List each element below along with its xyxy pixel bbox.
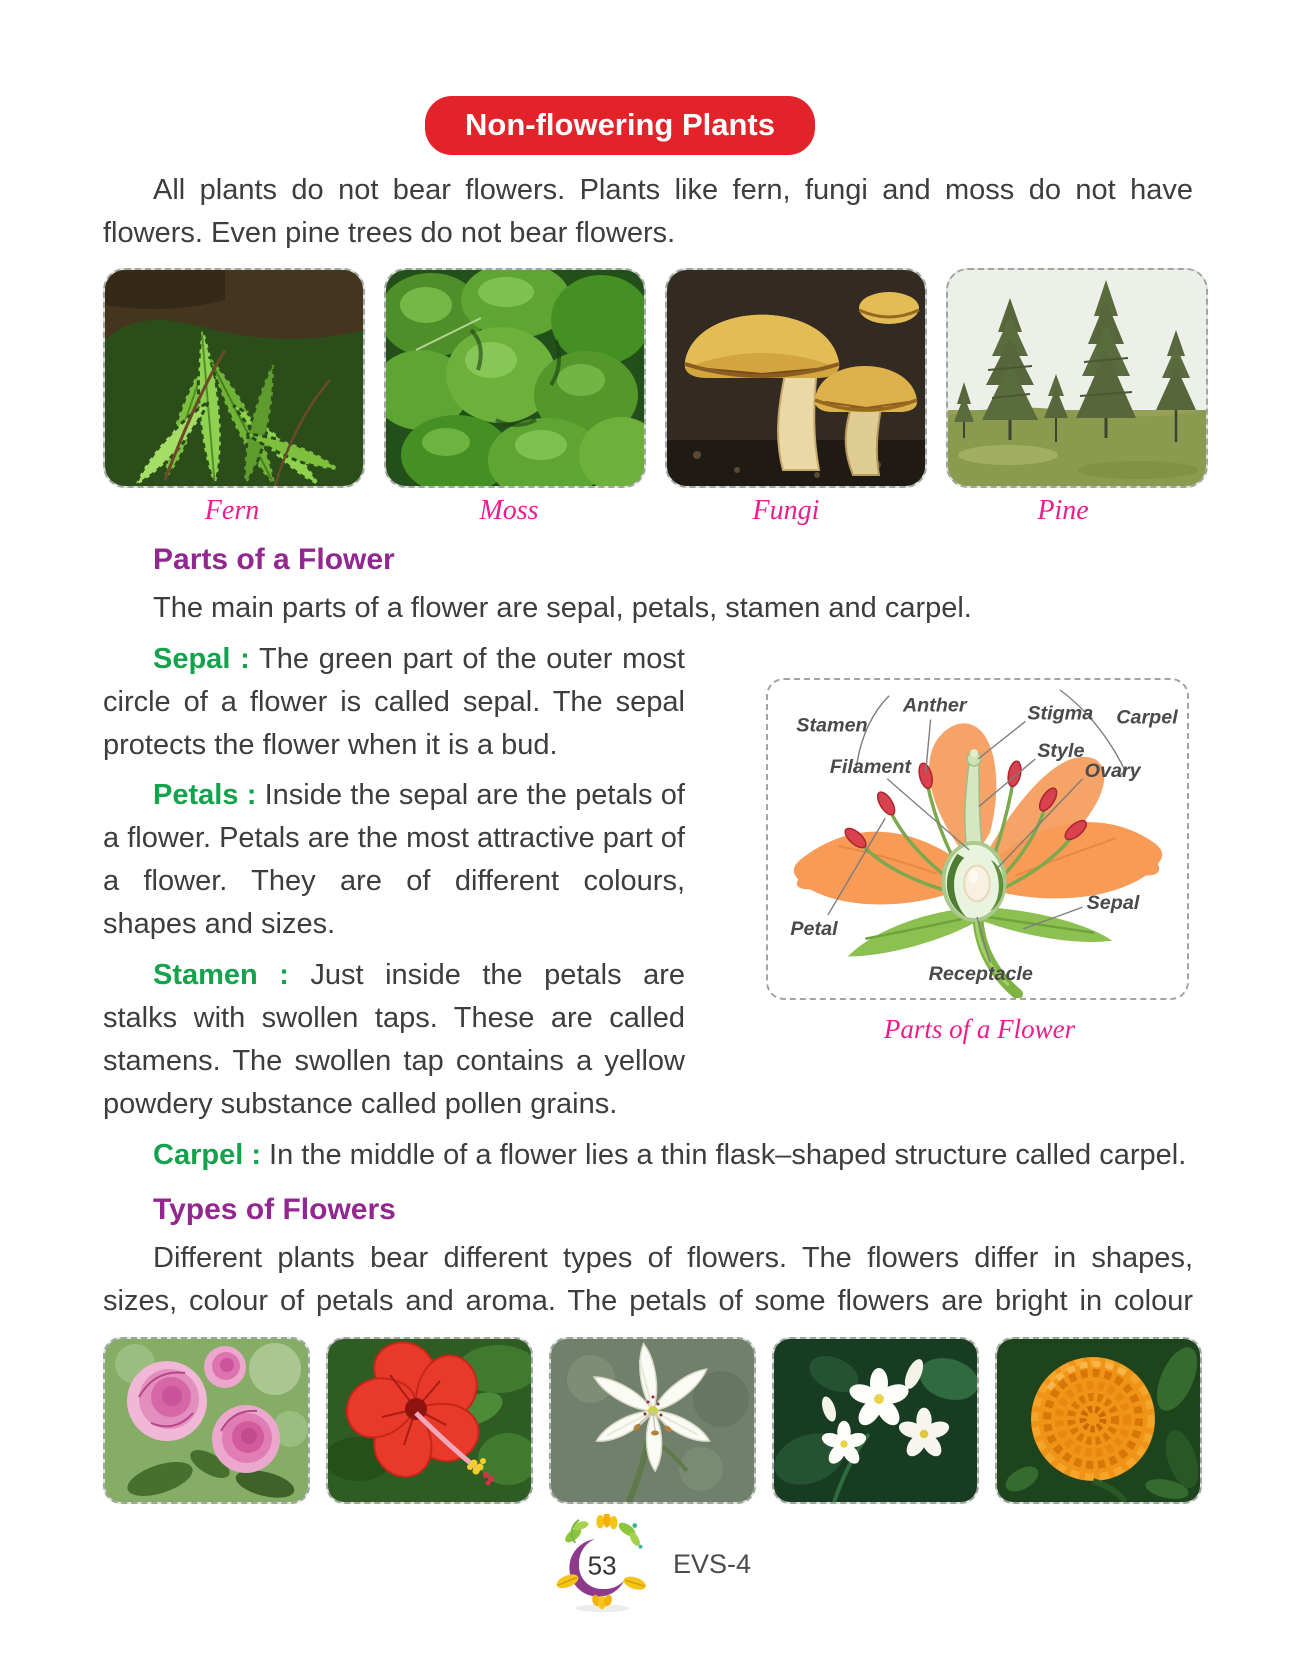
types-of-flowers-heading: Types of Flowers — [153, 1192, 396, 1226]
diagram-label-stamen: Stamen — [796, 714, 868, 737]
rose-illustration — [105, 1339, 308, 1502]
petals-term: Petals : — [153, 779, 257, 812]
photo-caption-pine: Pine — [1037, 494, 1089, 526]
fungi-photo — [665, 268, 927, 488]
parts-intro-paragraph: The main parts of a flower are sepal, petals, stamen and carpel. — [153, 591, 972, 624]
pine-illustration — [948, 270, 1206, 486]
plant-photo-row — [103, 268, 1193, 488]
flower-diagram — [766, 678, 1189, 1000]
diagram-label-filament: Filament — [829, 755, 912, 778]
marigold-photo — [995, 1337, 1202, 1504]
sepal-paragraph — [103, 638, 685, 767]
section-badge: Non-flowering Plants — [425, 96, 815, 155]
jasmine-photo — [772, 1337, 979, 1504]
lily-photo — [549, 1337, 756, 1504]
stamen-text: Just inside the petals are stalks with swollen taps. These are called stamens. The swollen tap contains a yellow powdery substance called pollen grains. — [103, 959, 685, 1120]
page-number-logo — [545, 1514, 663, 1614]
diagram-label-carpel: Carpel — [1116, 706, 1178, 729]
carpel-text: In the middle of a flower lies a thin flask–shaped structure called carpel. — [269, 1138, 1187, 1171]
flower-diagram-column — [766, 638, 1193, 1045]
pine-photo — [946, 268, 1208, 488]
diagram-label-ovary: Ovary — [1084, 759, 1141, 782]
petals-text: Inside the sepal are the petals of a flower. Petals are the most attractive part of a flower. They are of different colours, shapes and sizes. — [103, 779, 685, 941]
photo-caption-moss: Moss — [479, 494, 539, 526]
book-code: EVS-4 — [672, 1548, 752, 1579]
photo-caption-fungi: Fungi — [752, 494, 820, 526]
diagram-label-receptacle: Receptacle — [928, 962, 1033, 985]
lily-illustration — [551, 1339, 754, 1502]
page-footer — [103, 1514, 1193, 1614]
badge-row — [103, 0, 1193, 155]
sepal-term: Sepal : — [153, 642, 250, 675]
parts-text-column — [103, 638, 685, 1134]
moss-illustration — [386, 270, 644, 486]
petals-paragraph — [103, 774, 685, 946]
sepal-text: The green part of the outer most circle of a flower is called sepal. The sepal protects the flower when it is a bud. — [103, 642, 685, 761]
diagram-label-style: Style — [1037, 739, 1085, 762]
fungi-illustration — [667, 270, 925, 486]
marigold-illustration — [997, 1339, 1200, 1502]
hibiscus-photo — [326, 1337, 533, 1504]
carpel-term: Carpel : — [153, 1138, 261, 1171]
jasmine-illustration — [774, 1339, 977, 1502]
diagram-label-anther: Anther — [902, 694, 967, 717]
carpel-paragraph — [103, 1134, 1193, 1177]
stamen-term: Stamen : — [153, 959, 289, 992]
plant-caption-row — [103, 495, 1193, 527]
moss-photo — [384, 268, 646, 488]
photo-caption-fern: Fern — [204, 494, 260, 526]
intro-paragraph: All plants do not bear flowers. Plants like fern, fungi and moss do not have flowers. Even pine trees do not bear flowers. — [103, 174, 1193, 249]
fern-photo — [103, 268, 365, 488]
hibiscus-illustration — [328, 1339, 531, 1502]
parts-of-flower-heading: Parts of a Flower — [153, 542, 395, 576]
diagram-label-sepal: Sepal — [1086, 891, 1140, 914]
rose-photo — [103, 1337, 310, 1504]
diagram-label-petal: Petal — [790, 917, 838, 940]
page-number: 53 — [587, 1550, 617, 1581]
diagram-label-stigma: Stigma — [1027, 702, 1094, 725]
fern-illustration — [105, 270, 363, 486]
diagram-caption: Parts of a Flower — [883, 1013, 1076, 1044]
parts-two-column-area — [103, 638, 1193, 1134]
flower-photo-row — [103, 1337, 1193, 1504]
flower-diagram-illustration — [768, 680, 1187, 998]
types-paragraph: Different plants bear different types of flowers. The flowers differ in shapes, sizes, colour of petals and aroma. The petals of some flowers are bright in colour — [103, 1241, 1193, 1317]
stamen-paragraph — [103, 954, 685, 1126]
